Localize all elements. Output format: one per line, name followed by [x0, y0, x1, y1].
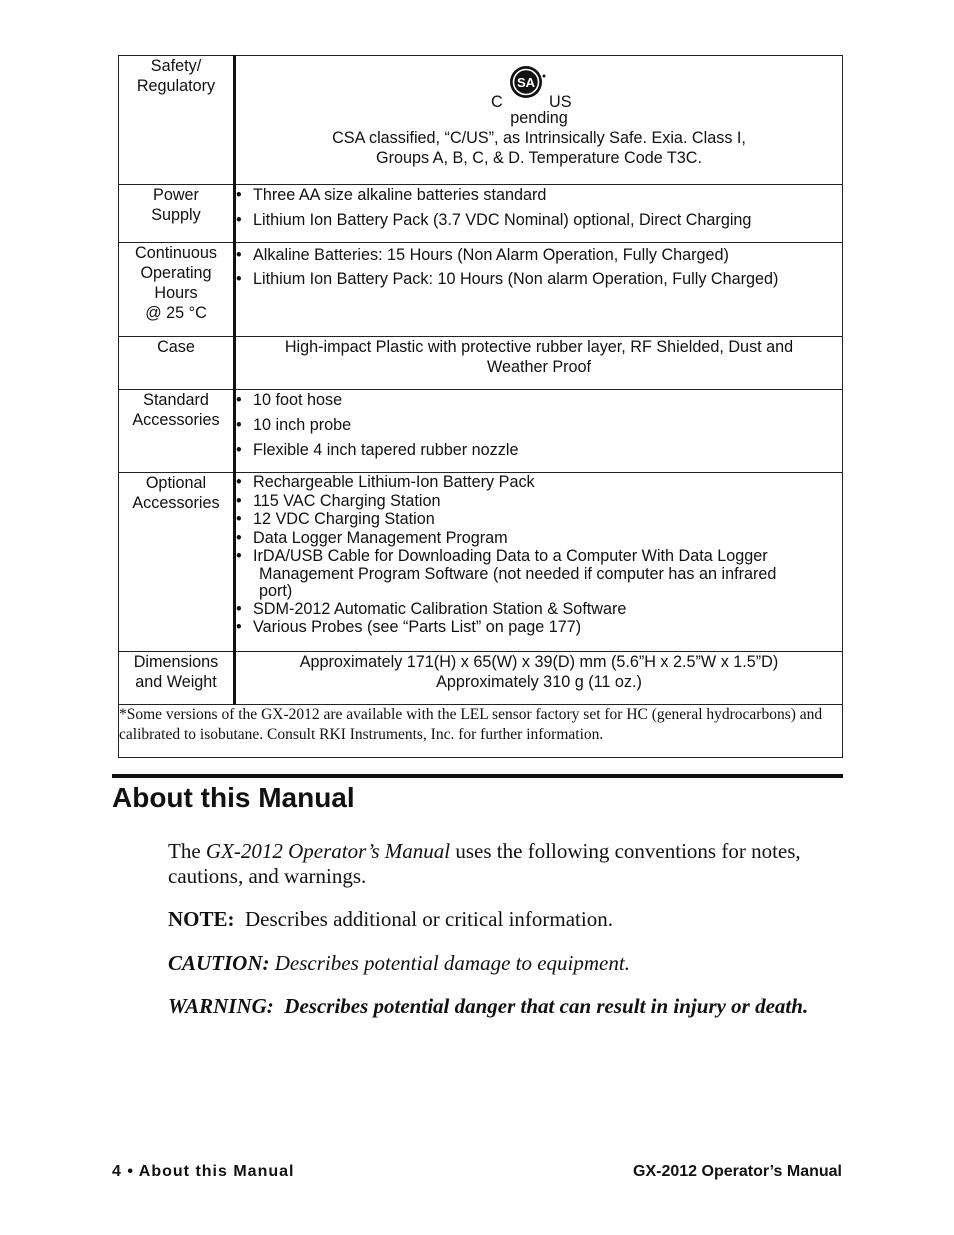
row-label-hours	[119, 243, 235, 337]
hours-label-line: @ 25 °C	[145, 304, 207, 322]
table-row	[119, 56, 843, 185]
list-item	[236, 547, 842, 600]
safety-line-1: CSA classified, “C/US”, as Intrinsically Safe. Exia. Class I,	[332, 129, 746, 147]
row-label-safety	[119, 56, 235, 185]
hours-label-line: Continuous	[135, 244, 217, 262]
caution-text: Describes potential damage to equipment.	[269, 951, 630, 975]
power-value	[235, 185, 843, 243]
standard-label-line: Standard	[143, 391, 209, 409]
hours-value	[235, 243, 843, 337]
case-value	[235, 337, 843, 390]
note-text: Describes additional or critical information.	[234, 907, 613, 931]
row-label-case	[119, 337, 235, 390]
irda-line-1: IrDA/USB Cable for Downloading Data to a Computer With Data Logger	[253, 547, 768, 565]
irda-line-2: Management Program Software (not needed if computer has an infrared	[259, 564, 777, 583]
hours-label-line: Operating	[140, 264, 212, 282]
list-item: • 10 foot hose	[236, 390, 842, 410]
table-row	[119, 705, 843, 758]
list-item: • Data Logger Management Program	[236, 529, 842, 548]
list-item: • Lithium Ion Battery Pack: 10 Hours (Non alarm Operation, Fully Charged)	[236, 267, 842, 291]
manual-title: GX-2012 Operator’s Manual	[205, 839, 451, 863]
caution-label: CAUTION:	[168, 951, 270, 975]
dimensions-line: Approximately 310 g (11 oz.)	[436, 673, 642, 691]
warning-convention	[168, 994, 848, 1019]
case-line: Weather Proof	[486, 358, 592, 376]
table-row	[119, 243, 843, 337]
list-item: • Three AA size alkaline batteries standard	[236, 185, 842, 205]
csa-us-mark: US	[549, 93, 572, 111]
section-heading: About this Manual	[112, 782, 355, 813]
intro-text: The	[168, 839, 206, 863]
csa-pending: pending	[510, 109, 568, 127]
list-item: • 12 VDC Charging Station	[236, 510, 842, 529]
csa-logo-icon	[508, 62, 548, 102]
row-label-optional	[119, 473, 235, 652]
table-row	[119, 473, 843, 652]
case-label: Case	[157, 338, 195, 356]
optional-value	[235, 473, 843, 652]
list-item: • Various Probes (see “Parts List” on page 177)	[236, 618, 842, 637]
csa-certification-mark	[236, 56, 842, 111]
warning-text: Describes potential danger that can result in injury or death.	[273, 994, 809, 1018]
page-footer-right: GX-2012 Operator’s Manual	[633, 1163, 842, 1180]
row-label-standard	[119, 390, 235, 473]
irda-line-3: port)	[259, 581, 293, 600]
dimensions-value	[235, 652, 843, 705]
dimensions-label-line: Dimensions	[133, 653, 219, 671]
warning-label: WARNING:	[168, 994, 274, 1018]
intro-paragraph	[168, 839, 848, 889]
standard-label-line: Accessories	[132, 411, 220, 429]
intro-text: uses the following conventions for notes, cautions, and warnings.	[168, 839, 801, 888]
safety-label: Safety/ Regulatory	[136, 57, 216, 95]
table-row	[119, 390, 843, 473]
power-label: Power Supply	[151, 186, 201, 224]
list-item: • Flexible 4 inch tapered rubber nozzle	[236, 440, 842, 460]
table-row	[119, 185, 843, 243]
specifications-table	[118, 55, 843, 758]
case-line: High-impact Plastic with protective rubber layer, RF Shielded, Dust and	[284, 338, 794, 356]
table-row	[119, 337, 843, 390]
dimensions-label-line: and Weight	[135, 673, 217, 691]
section-divider	[112, 774, 843, 778]
optional-label-line: Optional	[145, 474, 207, 492]
svg-text:SA: SA	[516, 75, 536, 90]
dimensions-line: Approximately 171(H) x 65(W) x 39(D) mm (5.6”H x 2.5”W x 1.5”D)	[299, 653, 779, 671]
note-convention	[168, 907, 848, 932]
hours-label-line: Hours	[154, 284, 198, 302]
table-row	[119, 652, 843, 705]
list-item: • 115 VAC Charging Station	[236, 492, 842, 511]
optional-label-line: Accessories	[132, 494, 220, 512]
page-footer-left: 4 • About this Manual	[112, 1163, 295, 1180]
caution-convention	[168, 951, 848, 976]
safety-value	[235, 56, 843, 185]
standard-value	[235, 390, 843, 473]
note-label: NOTE:	[168, 907, 235, 931]
row-label-power	[119, 185, 235, 243]
list-item: • Alkaline Batteries: 15 Hours (Non Alarm Operation, Fully Charged)	[236, 243, 842, 267]
safety-line-2: Groups A, B, C, & D. Temperature Code T3C.	[376, 149, 702, 167]
csa-c-mark: C	[491, 93, 503, 111]
list-item: • Rechargeable Lithium-Ion Battery Pack	[236, 473, 842, 492]
list-item: • Lithium Ion Battery Pack (3.7 VDC Nominal) optional, Direct Charging	[236, 210, 842, 230]
list-item: • SDM-2012 Automatic Calibration Station & Software	[236, 600, 842, 619]
list-item: • 10 inch probe	[236, 415, 842, 435]
row-label-dimensions	[119, 652, 235, 705]
table-footnote: *Some versions of the GX-2012 are available with the LEL sensor factory set for HC (general hydrocarbons) and calibrated to isobutane. Consult RKI Instruments, Inc. for further information.	[119, 705, 843, 758]
